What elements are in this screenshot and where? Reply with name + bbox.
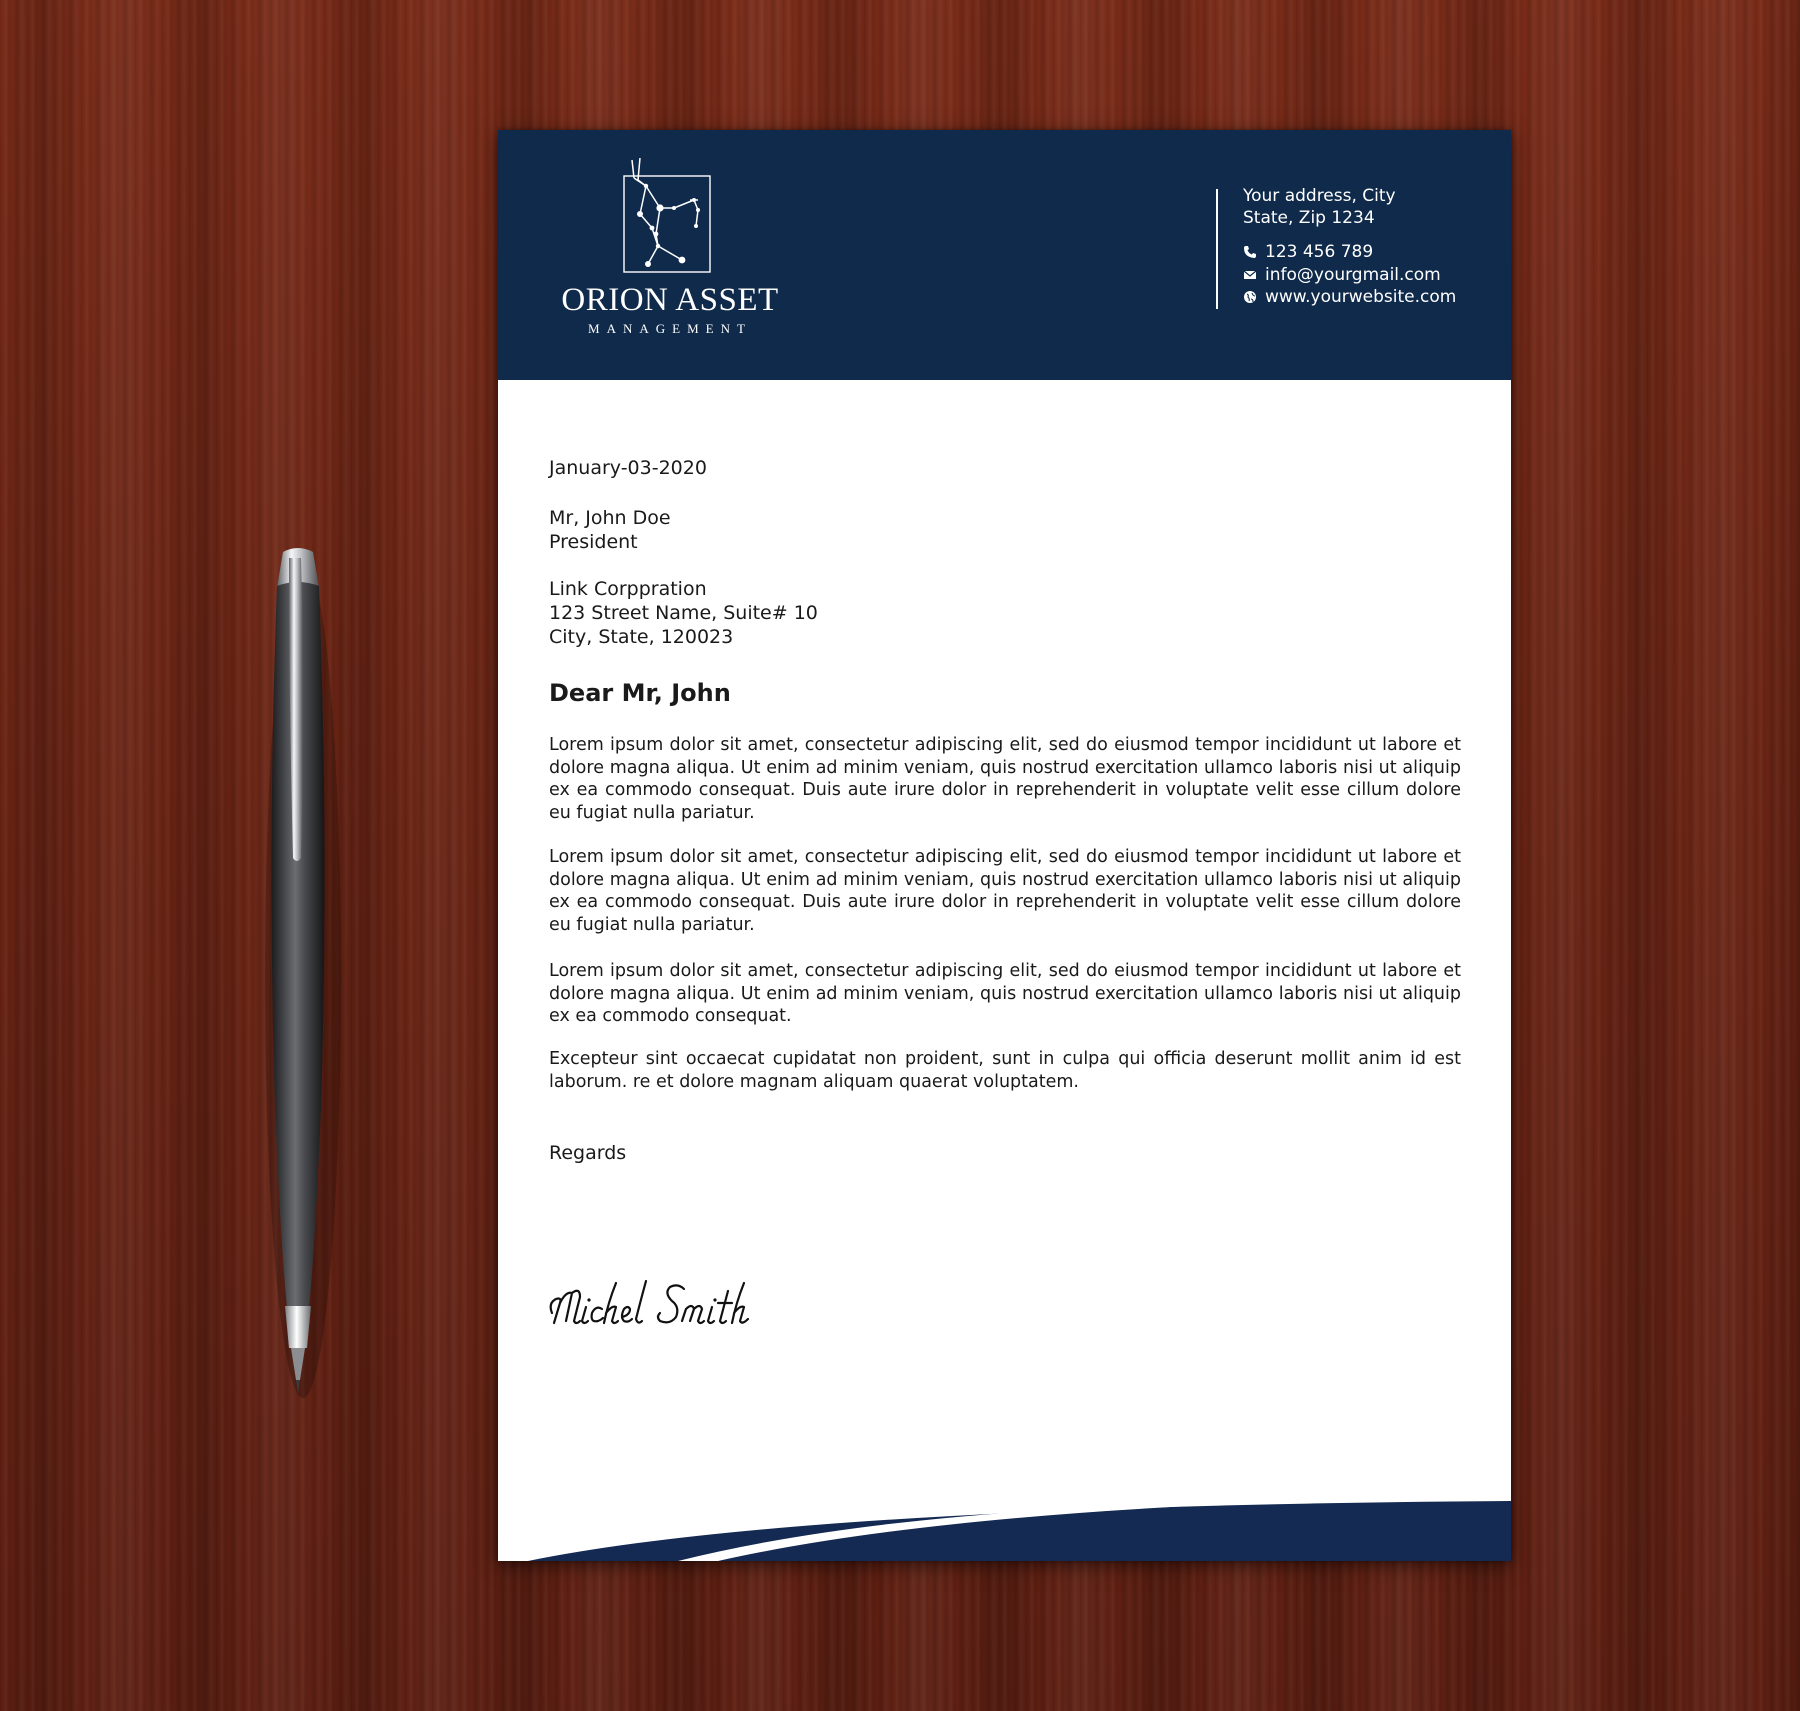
salutation: Dear Mr, John [549,679,731,707]
header-divider [1216,189,1218,309]
recipient-name: Mr, John Doe [549,507,671,529]
closing: Regards [549,1142,627,1164]
website-url: www.yourwebsite.com [1265,287,1457,307]
letterhead-header [498,130,1511,380]
body-paragraph: Lorem ipsum dolor sit amet, consectetur adipiscing elit, sed do eiusmod tempor incididunt ut labore et dolore magna aliqua. Ut enim ad minim veniam, quis nostrud exercitation ullamco laboris nisi ut aliquip ex ea commodo consequat. Duis aute irure dolor in reprehenderit in voluptate velit esse cillum dolore eu fugiat nulla pariatur. [549,847,1461,935]
body-paragraph: Lorem ipsum dolor sit amet, consectetur adipiscing elit, sed do eiusmod tempor incididunt ut labore et dolore magna aliqua. Ut enim ad minim veniam, quis nostrud exercitation ullamco laboris nisi ut aliquip ex ea commodo consequat. [549,961,1461,1026]
body-paragraph: Lorem ipsum dolor sit amet, consectetur adipiscing elit, sed do eiusmod tempor incididunt ut labore et dolore magna aliqua. Ut enim ad minim veniam, quis nostrud exercitation ullamco laboris nisi ut aliquip ex ea commodo consequat. Duis aute irure dolor in reprehenderit in voluptate velit esse cillum dolore eu fugiat nulla pariatur. [549,735,1461,823]
pen [255,548,341,1398]
address-line-1: Your address, City [1243,186,1396,206]
recipient-company: Link Corppration [549,578,707,600]
recipient-city: City, State, 120023 [549,626,734,648]
footer-swoosh [498,1496,1511,1561]
company-tagline: MANAGEMENT [588,321,752,336]
body-paragraph: Excepteur sint occaecat cupidatat non proident, sunt in culpa qui officia deserunt mollit anim id est laborum. re et dolore magnam aliquam quaerat voluptatem. [549,1049,1461,1092]
globe-icon [1243,290,1257,304]
letter-date: January-03-2020 [549,457,707,479]
company-name: ORION ASSET [561,282,779,318]
contact-phone [1243,242,1373,262]
phone-number: 123 456 789 [1265,242,1374,262]
contact-email [1243,265,1441,285]
recipient-street: 123 Street Name, Suite# 10 [549,602,818,624]
address-line-2: State, Zip 1234 [1243,208,1375,228]
letterhead-paper [498,130,1511,1561]
envelope-icon [1243,268,1257,282]
contact-website [1243,287,1456,307]
signature [546,1273,806,1335]
constellation-logo-icon [616,158,716,278]
email-address: info@yourgmail.com [1265,265,1441,285]
recipient-title: President [549,531,638,553]
phone-icon [1243,245,1257,259]
